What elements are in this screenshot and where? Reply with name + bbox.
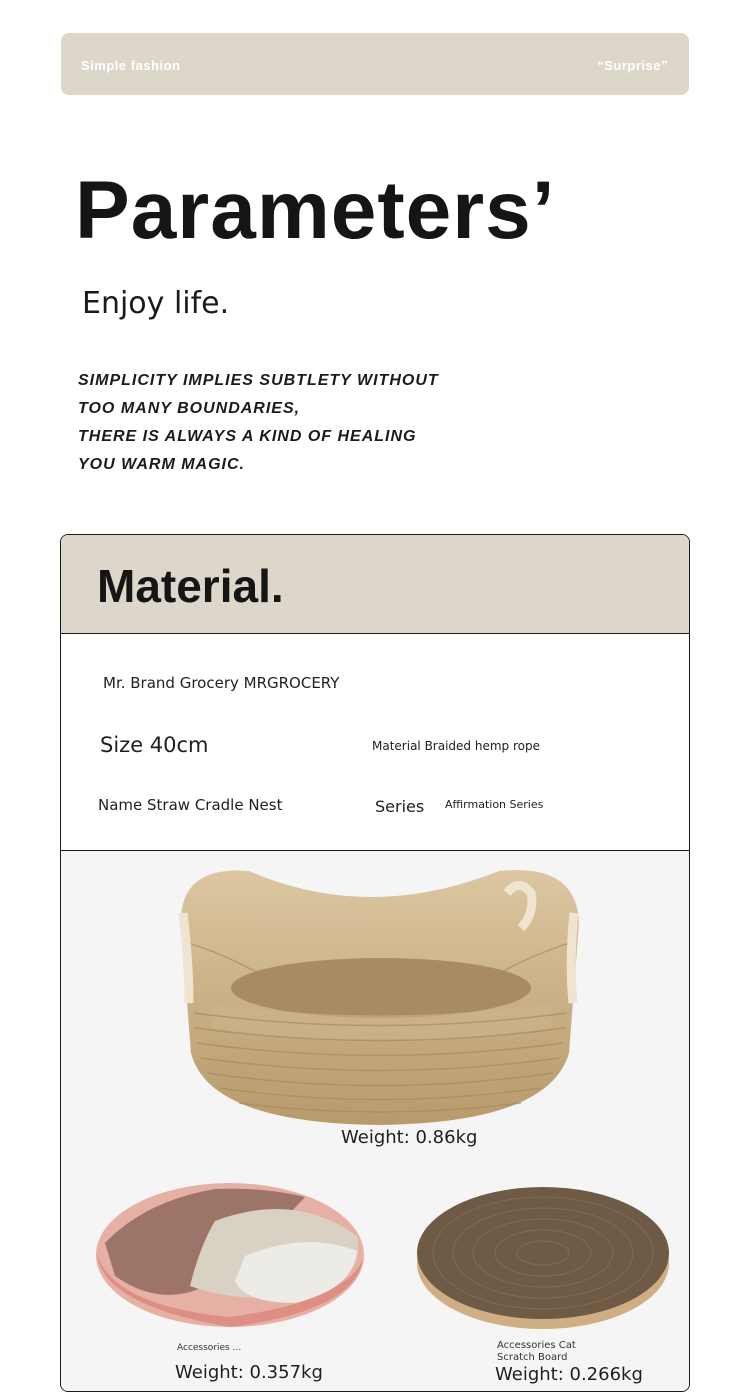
- scratch-board-weight: Weight: 0.266kg: [495, 1364, 643, 1385]
- material-card: [60, 534, 690, 1392]
- cushion-image: [95, 1181, 365, 1329]
- parameters-section: [61, 634, 689, 851]
- quote-line: SIMPLICITY IMPLIES SUBTLETY WITHOUT: [78, 372, 439, 389]
- page-title: Parameters’: [75, 165, 556, 256]
- series-value: Affirmation Series: [445, 798, 544, 811]
- quote-line: YOU WARM MAGIC.: [78, 456, 245, 473]
- brand-text: Mr. Brand Grocery MRGROCERY: [103, 674, 340, 692]
- material-title: Material.: [97, 560, 284, 612]
- page-subtitle: Enjoy life.: [82, 286, 230, 321]
- quote-line: TOO MANY BOUNDARIES,: [78, 400, 301, 417]
- basket-weight: Weight: 0.86kg: [341, 1127, 478, 1148]
- material-card-header: [61, 535, 689, 634]
- quote-block: [78, 370, 558, 482]
- banner-left-text: Simple fashion: [81, 58, 181, 73]
- banner-right-text: “Surprise”: [597, 58, 668, 73]
- quote-line: THERE IS ALWAYS A KIND OF HEALING: [78, 428, 417, 445]
- material-text: Material Braided hemp rope: [372, 739, 540, 753]
- scratch-board-caption: Accessories Cat Scratch Board: [497, 1340, 576, 1363]
- cushion-caption: Accessories ...: [177, 1343, 242, 1353]
- scratch-board-image: [415, 1181, 671, 1331]
- top-banner: [61, 33, 689, 95]
- size-text: Size 40cm: [100, 733, 209, 757]
- cushion-weight: Weight: 0.357kg: [175, 1362, 323, 1383]
- product-photos: [61, 851, 689, 1391]
- series-label: Series: [375, 797, 425, 816]
- rope-basket-image: [169, 853, 594, 1133]
- name-text: Name Straw Cradle Nest: [98, 796, 283, 814]
